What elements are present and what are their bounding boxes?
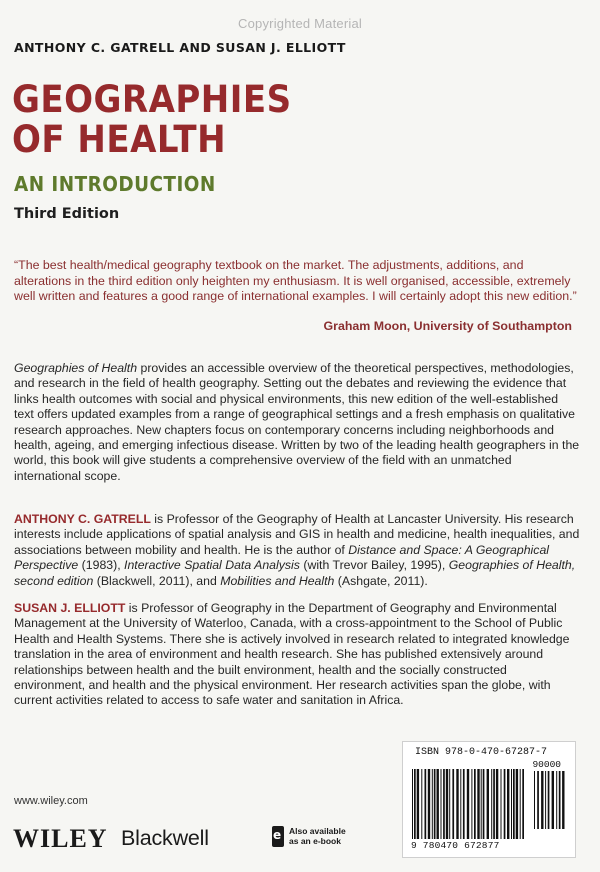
endorsement-attribution: Graham Moon, University of Southampton bbox=[323, 319, 572, 333]
ean-digits: 9 780470 672877 bbox=[411, 840, 500, 851]
ebook-notice bbox=[289, 826, 346, 846]
barcode-bar bbox=[491, 769, 492, 839]
ean-barcode bbox=[411, 769, 526, 841]
price-barcode bbox=[533, 771, 567, 831]
barcode-bar bbox=[504, 769, 506, 839]
author-bio-gatrell bbox=[14, 512, 580, 589]
barcode-bar bbox=[511, 769, 512, 839]
book-reference: Distance and Space: A Geographical Perspective bbox=[14, 542, 550, 573]
barcode-bar bbox=[467, 769, 469, 839]
barcode-bar bbox=[412, 769, 413, 839]
barcode-bar bbox=[446, 769, 448, 839]
bio-text: (1983), bbox=[78, 558, 125, 573]
book-description bbox=[14, 361, 580, 484]
price-code: 90000 bbox=[532, 759, 561, 770]
barcode-bar bbox=[493, 769, 495, 839]
barcode-bar bbox=[456, 769, 458, 839]
barcode-bar bbox=[501, 769, 502, 839]
barcode-bar bbox=[428, 769, 430, 839]
barcode-bar bbox=[541, 771, 543, 829]
barcode-bar bbox=[522, 769, 524, 839]
barcode-bar bbox=[562, 771, 564, 829]
barcode-bar bbox=[537, 771, 539, 829]
bio-text: is Professor of the Geography of Health at Lancaster University. His research interests include applications of spatial analysis and GIS in health and medicine, health inequalities, and associations between mobility and health. He is the author of bbox=[14, 512, 580, 557]
barcode-bar bbox=[559, 771, 561, 829]
bio-text: (Blackwell, 2011), and bbox=[93, 573, 221, 588]
barcode-bar bbox=[556, 771, 557, 829]
copyright-watermark: Copyrighted Material bbox=[238, 16, 362, 31]
barcode-bar bbox=[477, 769, 479, 839]
isbn-barcode-box bbox=[402, 741, 576, 858]
ebook-icon bbox=[272, 826, 284, 847]
barcode-bar bbox=[452, 769, 454, 839]
barcode-bar bbox=[513, 769, 515, 839]
barcode-bar bbox=[437, 769, 439, 839]
barcode-bar bbox=[460, 769, 461, 839]
barcode-bar bbox=[552, 771, 554, 829]
barcode-bar bbox=[434, 769, 436, 839]
endorsement-quote: “The best health/medical geography textbook on the market. The adjustments, additions, and alterations in the third edition only heighten my enthusiasm. It is well organised, accessible, extremely well written and features a good range of international examples. I will certainly adopt this new edition.” bbox=[14, 258, 577, 304]
book-reference: Mobilities and Health bbox=[220, 573, 335, 588]
author-name-gatrell: ANTHONY C. GATRELL bbox=[14, 512, 151, 526]
barcode-bar bbox=[548, 771, 550, 829]
book-title-line-1: GEOGRAPHIES bbox=[12, 78, 292, 121]
book-reference: Geographies of Health, second edition bbox=[14, 558, 576, 588]
author-bio-elliott bbox=[14, 601, 580, 709]
book-title bbox=[12, 80, 292, 160]
ebook-notice-line-1: Also available bbox=[289, 826, 346, 836]
barcode-bar bbox=[417, 769, 419, 839]
barcode-bar bbox=[471, 769, 472, 839]
barcode-bar bbox=[421, 769, 422, 839]
barcode-bar bbox=[443, 769, 445, 839]
barcode-bar bbox=[449, 769, 450, 839]
book-title-reference: Geographies of Health bbox=[14, 361, 138, 375]
bio-text: (with Trevor Bailey, 1995), bbox=[299, 558, 449, 573]
ebook-notice-line-2: as an e-book bbox=[289, 836, 341, 846]
barcode-bar bbox=[496, 769, 498, 839]
barcode-bar bbox=[545, 771, 546, 829]
barcode-bar bbox=[516, 769, 518, 839]
author-name-elliott: SUSAN J. ELLIOTT bbox=[14, 601, 126, 615]
barcode-bar bbox=[520, 769, 521, 839]
publisher-website: www.wiley.com bbox=[14, 795, 88, 807]
bio-text: (Ashgate, 2011). bbox=[334, 573, 428, 588]
barcode-bar bbox=[487, 769, 489, 839]
barcode-bar bbox=[432, 769, 433, 839]
book-authors: ANTHONY C. GATRELL AND SUSAN J. ELLIOTT bbox=[14, 40, 346, 55]
book-subtitle: AN INTRODUCTION bbox=[14, 172, 216, 196]
barcode-bar bbox=[507, 769, 509, 839]
book-reference: Interactive Spatial Data Analysis bbox=[124, 558, 300, 573]
barcode-bar bbox=[483, 769, 485, 839]
barcode-bar bbox=[414, 769, 416, 839]
barcode-bar bbox=[425, 769, 427, 839]
book-title-line-2: OF HEALTH bbox=[12, 118, 227, 161]
bio-text: is Professor of Geography in the Department of Geography and Environmental Management at the University of Waterloo, Canada, with a cross-appointment to the School of Public Health and Health Systems. There she is actively involved in research related to integrated knowledge translation in the area of environment and health research. She has published extensively around relationships between health and the built environment, health and the socially constructed environment, and health and the physical environment. Her research activities span the globe, with current activities related to access to safe water and sanitation in Africa. bbox=[14, 601, 570, 708]
isbn-label: ISBN 978-0-470-67287-7 bbox=[415, 747, 548, 758]
wiley-logo: WILEY bbox=[13, 824, 108, 853]
description-text: provides an accessible overview of the theoretical perspectives, methodologies, and research in the field of health geography. Setting out the debates and reviewing the evidence that links health outcomes with social and physical environments, this new edition of the well-established text offers updated examples from a range of geographical settings and a fresh emphasis on qualitative research approaches. New chapters focus on contemporary concerns including neighborhoods and health, ageing, and emerging infectious disease. Written by two of the leading health geographers in the world, this book will give students a comprehensive overview of the field with an unmatched international scope. bbox=[14, 361, 580, 483]
blackwell-logo: Blackwell bbox=[121, 826, 209, 850]
edition-label: Third Edition bbox=[14, 206, 120, 222]
barcode-bar bbox=[474, 769, 476, 839]
barcode-bar bbox=[534, 771, 535, 829]
barcode-bar bbox=[441, 769, 442, 839]
barcode-bar bbox=[463, 769, 465, 839]
barcode-bar bbox=[481, 769, 482, 839]
